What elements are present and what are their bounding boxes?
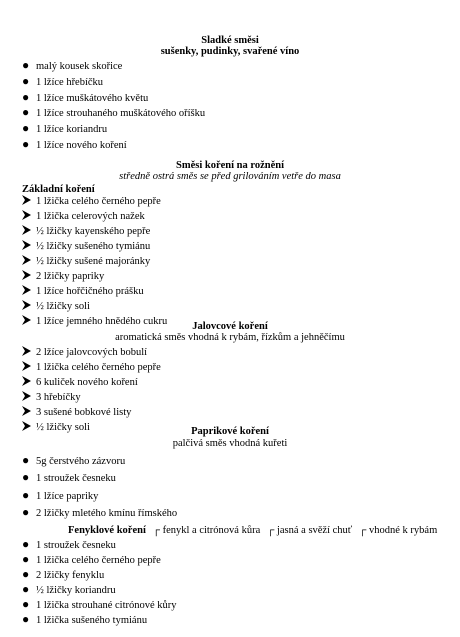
list-item bbox=[22, 195, 161, 208]
list-item-text: 1 lžíce nového koření bbox=[36, 140, 127, 151]
list-item-text: 5g čerstvého zázvoru bbox=[36, 456, 126, 467]
bullet-icon: ● bbox=[22, 470, 30, 484]
arrow-bullet-icon bbox=[22, 270, 36, 283]
list-item-text: 1 lžíce koriandru bbox=[36, 124, 108, 135]
arrow-bullet-icon bbox=[22, 210, 36, 223]
list-item bbox=[22, 122, 107, 136]
list-item bbox=[22, 538, 116, 552]
list-item bbox=[22, 391, 81, 404]
section-subtitle: palčivá směs vhodná kuřeti bbox=[172, 438, 288, 449]
list-item bbox=[22, 300, 90, 313]
bullet-icon: ● bbox=[22, 488, 30, 502]
section-subheading: Základní koření bbox=[22, 184, 95, 195]
section-title: Sladké směsi bbox=[201, 35, 259, 46]
list-item-text: 1 lžička celerových nažek bbox=[36, 211, 145, 222]
list-item bbox=[22, 138, 127, 152]
list-item-text: 1 lžíce hřebíčku bbox=[36, 77, 104, 88]
list-item-text: ½ lžičky sušeného tymiánu bbox=[36, 241, 151, 252]
list-item bbox=[22, 506, 177, 520]
arrow-bullet-icon bbox=[22, 300, 36, 313]
list-item-text: ½ lžičky soli bbox=[36, 422, 90, 433]
bullet-icon: ● bbox=[22, 537, 30, 551]
list-item-text: ½ lžičky sušené majoránky bbox=[36, 256, 151, 267]
list-item-text: 1 lžíce strouhaného muškátového oříšku bbox=[36, 108, 206, 119]
list-item bbox=[22, 285, 144, 298]
list-item bbox=[22, 568, 104, 582]
bullet-icon: ● bbox=[22, 552, 30, 566]
bullet-icon: ● bbox=[22, 612, 30, 626]
list-item bbox=[22, 210, 145, 223]
list-item bbox=[22, 225, 150, 238]
list-item-text: 1 lžička celého černého pepře bbox=[36, 362, 161, 373]
bullet-icon: ● bbox=[22, 58, 30, 72]
list-item-text: 1 stroužek česneku bbox=[36, 473, 116, 484]
list-item bbox=[22, 361, 161, 374]
separator-icon: ┌ bbox=[358, 525, 367, 536]
section-subtitle: aromatická směs vhodná k rybám, řízkům a jehněčímu bbox=[115, 332, 345, 343]
list-item-text: ½ lžičky koriandru bbox=[36, 585, 116, 596]
list-item bbox=[22, 59, 122, 73]
arrow-bullet-icon bbox=[22, 376, 36, 389]
list-item-text: 1 lžíce hořčičného prášku bbox=[36, 286, 144, 297]
list-item-text: ½ lžičky kayenského pepře bbox=[36, 226, 151, 237]
bullet-icon: ● bbox=[22, 90, 30, 104]
list-item-text: 3 sušené bobkové listy bbox=[36, 407, 132, 418]
bullet-icon: ● bbox=[22, 453, 30, 467]
section-title: Směsi koření na rožnění bbox=[175, 160, 285, 171]
bullet-icon: ● bbox=[22, 74, 30, 88]
separator-icon: ┌ bbox=[266, 525, 275, 536]
list-item bbox=[22, 454, 125, 468]
section-note: jasná a svěží chuť bbox=[276, 525, 353, 536]
arrow-bullet-icon bbox=[22, 346, 36, 359]
fennel-header bbox=[68, 524, 437, 537]
list-item-text: 2 lžičky papriky bbox=[36, 271, 105, 282]
list-item bbox=[22, 471, 116, 485]
list-item-text: 1 lžička strouhané citrónové kůry bbox=[36, 600, 177, 611]
arrow-bullet-icon bbox=[22, 240, 36, 253]
section-title: Jalovcové koření bbox=[192, 321, 268, 332]
section-title: Fenyklové koření bbox=[68, 525, 146, 536]
list-item-text: malý kousek skořice bbox=[36, 61, 123, 72]
bullet-icon: ● bbox=[22, 121, 30, 135]
arrow-bullet-icon bbox=[22, 285, 36, 298]
list-item bbox=[22, 376, 138, 389]
list-item-text: 1 lžíce jemného hnědého cukru bbox=[36, 316, 168, 327]
bullet-icon: ● bbox=[22, 137, 30, 151]
list-item bbox=[22, 406, 131, 419]
section-subtitle: středně ostrá směs se před grilováním vetře do masa bbox=[119, 171, 341, 182]
list-item bbox=[22, 489, 98, 503]
list-item bbox=[22, 613, 147, 627]
arrow-bullet-icon bbox=[22, 255, 36, 268]
list-item bbox=[22, 240, 150, 253]
bullet-icon: ● bbox=[22, 105, 30, 119]
section-title: Paprikové koření bbox=[191, 426, 269, 437]
list-item-text: 3 hřebíčky bbox=[36, 392, 81, 403]
list-item bbox=[22, 598, 177, 612]
list-item-text: 2 lžíce jalovcových bobulí bbox=[36, 347, 148, 358]
list-item-text: 2 lžičky fenyklu bbox=[36, 570, 105, 581]
section-subtitle: sušenky, pudinky, svařené víno bbox=[160, 46, 300, 57]
arrow-bullet-icon bbox=[22, 225, 36, 238]
arrow-bullet-icon bbox=[22, 361, 36, 374]
list-item-text: 1 lžíce papriky bbox=[36, 491, 99, 502]
list-item bbox=[22, 255, 150, 268]
separator-icon: ┌ bbox=[152, 525, 160, 536]
section-note: vhodné k rybám bbox=[369, 525, 438, 536]
list-item bbox=[22, 583, 116, 597]
bullet-icon: ● bbox=[22, 582, 30, 596]
bullet-icon: ● bbox=[22, 597, 30, 611]
list-item-text: 1 lžíce muškátového květu bbox=[36, 93, 149, 104]
list-item-text: 6 kuliček nového koření bbox=[36, 377, 138, 388]
arrow-bullet-icon bbox=[22, 391, 36, 404]
section-note: fenykl a citrónová kůra bbox=[162, 525, 261, 536]
list-item-text: 1 stroužek česneku bbox=[36, 540, 116, 551]
bullet-icon: ● bbox=[22, 567, 30, 581]
list-item-text: 1 lžička celého černého pepře bbox=[36, 196, 161, 207]
list-item-text: 2 lžičky mletého kmínu římského bbox=[36, 508, 178, 519]
list-item-text: 1 lžička celého černého pepře bbox=[36, 555, 161, 566]
arrow-bullet-icon bbox=[22, 406, 36, 419]
list-item bbox=[22, 270, 104, 283]
bullet-icon: ● bbox=[22, 505, 30, 519]
list-item bbox=[22, 91, 148, 105]
list-item-text: 1 lžička sušeného tymiánu bbox=[36, 615, 148, 626]
arrow-bullet-icon bbox=[22, 195, 36, 208]
list-item bbox=[22, 75, 103, 89]
list-item-text: ½ lžičky soli bbox=[36, 301, 90, 312]
list-item bbox=[22, 346, 147, 359]
list-item bbox=[22, 106, 205, 120]
list-item bbox=[22, 553, 161, 567]
